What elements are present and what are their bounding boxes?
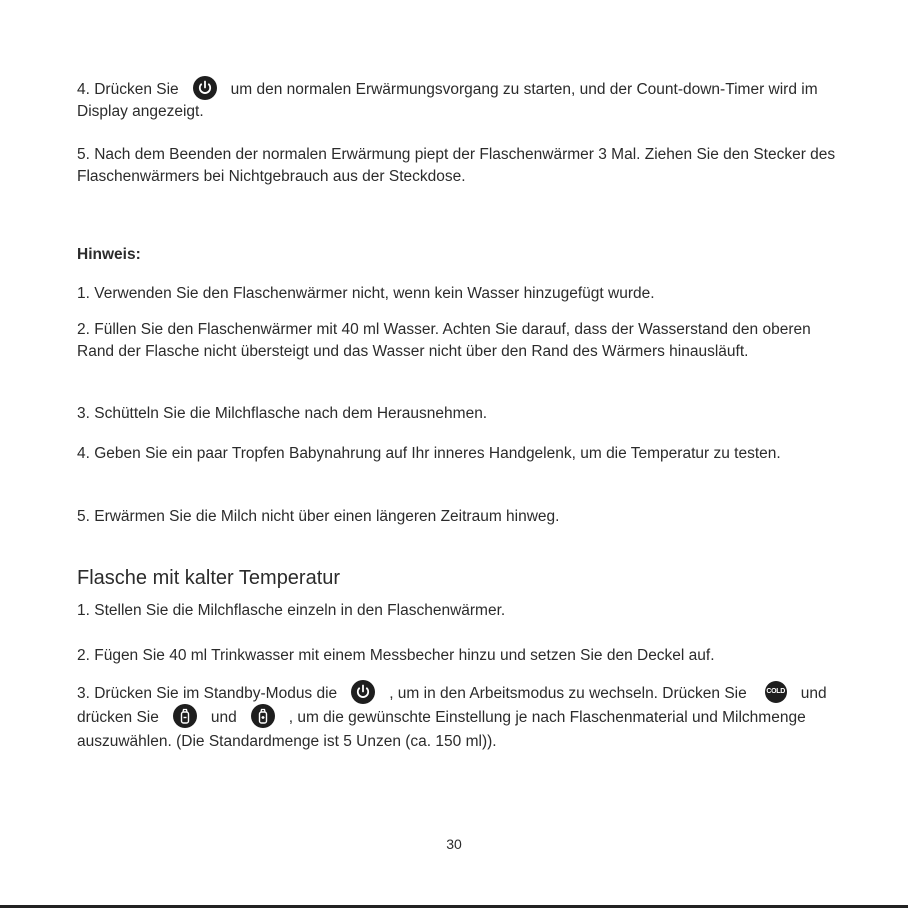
cold-step-3 [77,682,847,754]
hinweis-item-1: 1. Verwenden Sie den Flaschenwärmer nicht, wenn kein Wasser hinzugefügt wurde. [77,285,655,302]
cold-icon [765,681,787,703]
cold-step-3-c: und drücken Sie [77,685,827,726]
cold-icon-label: COLD [766,687,786,695]
cold-step-3-b: , um in den Arbeitsmodus zu wechseln. Drücken Sie [389,685,747,702]
step-4-suffix: um den normalen Erwärmungsvorgang zu starten, und der Count-down-Timer wird im Display angezeigt. [77,81,818,120]
power-icon [351,680,375,704]
page-number: 30 [446,836,462,852]
cold-step-2: 2. Fügen Sie 40 ml Trinkwasser mit einem Messbecher hinzu und setzen Sie den Deckel auf. [77,647,715,664]
cold-step-1: 1. Stellen Sie die Milchflasche einzeln in den Flaschenwärmer. [77,602,506,619]
hinweis-item-3: 3. Schütteln Sie die Milchflasche nach dem Herausnehmen. [77,405,488,422]
step-4 [77,79,847,123]
power-icon [193,76,217,100]
hinweis-title: Hinweis: [77,246,141,263]
hinweis-item-4: 4. Geben Sie ein paar Tropfen Babynahrung auf Ihr inneres Handgelenk, um die Temperatur zu testen. [77,445,781,462]
step-4-prefix: 4. Drücken Sie [77,81,179,98]
step-5: 5. Nach dem Beenden der normalen Erwärmung piept der Flaschenwärmer 3 Mal. Ziehen Sie den Stecker des Flaschenwärmers bei Nichtgebrauch aus der Steckdose. [77,146,836,185]
hinweis-item-2: 2. Füllen Sie den Flaschenwärmer mit 40 ml Wasser. Achten Sie darauf, dass der Wasserstand den oberen Rand der Flasche nicht übersteigt und das Wasser nicht über den Rand des Wärmers hinausläuft. [77,321,811,360]
cold-step-3-e: , um die gewünschte Einstellung je nach Flaschenmaterial und Milchmenge auszuwählen. (Die Standardmenge ist 5 Unzen (ca. 150 ml)). [77,709,806,750]
bottle-plus-icon [251,704,275,728]
cold-step-3-d: und [210,709,237,726]
cold-section-title: Flasche mit kalter Temperatur [77,567,341,589]
cold-step-3-a: 3. Drücken Sie im Standby-Modus die [77,685,338,702]
hinweis-item-5: 5. Erwärmen Sie die Milch nicht über einen längeren Zeitraum hinweg. [77,508,560,525]
bottle-minus-icon [173,704,197,728]
